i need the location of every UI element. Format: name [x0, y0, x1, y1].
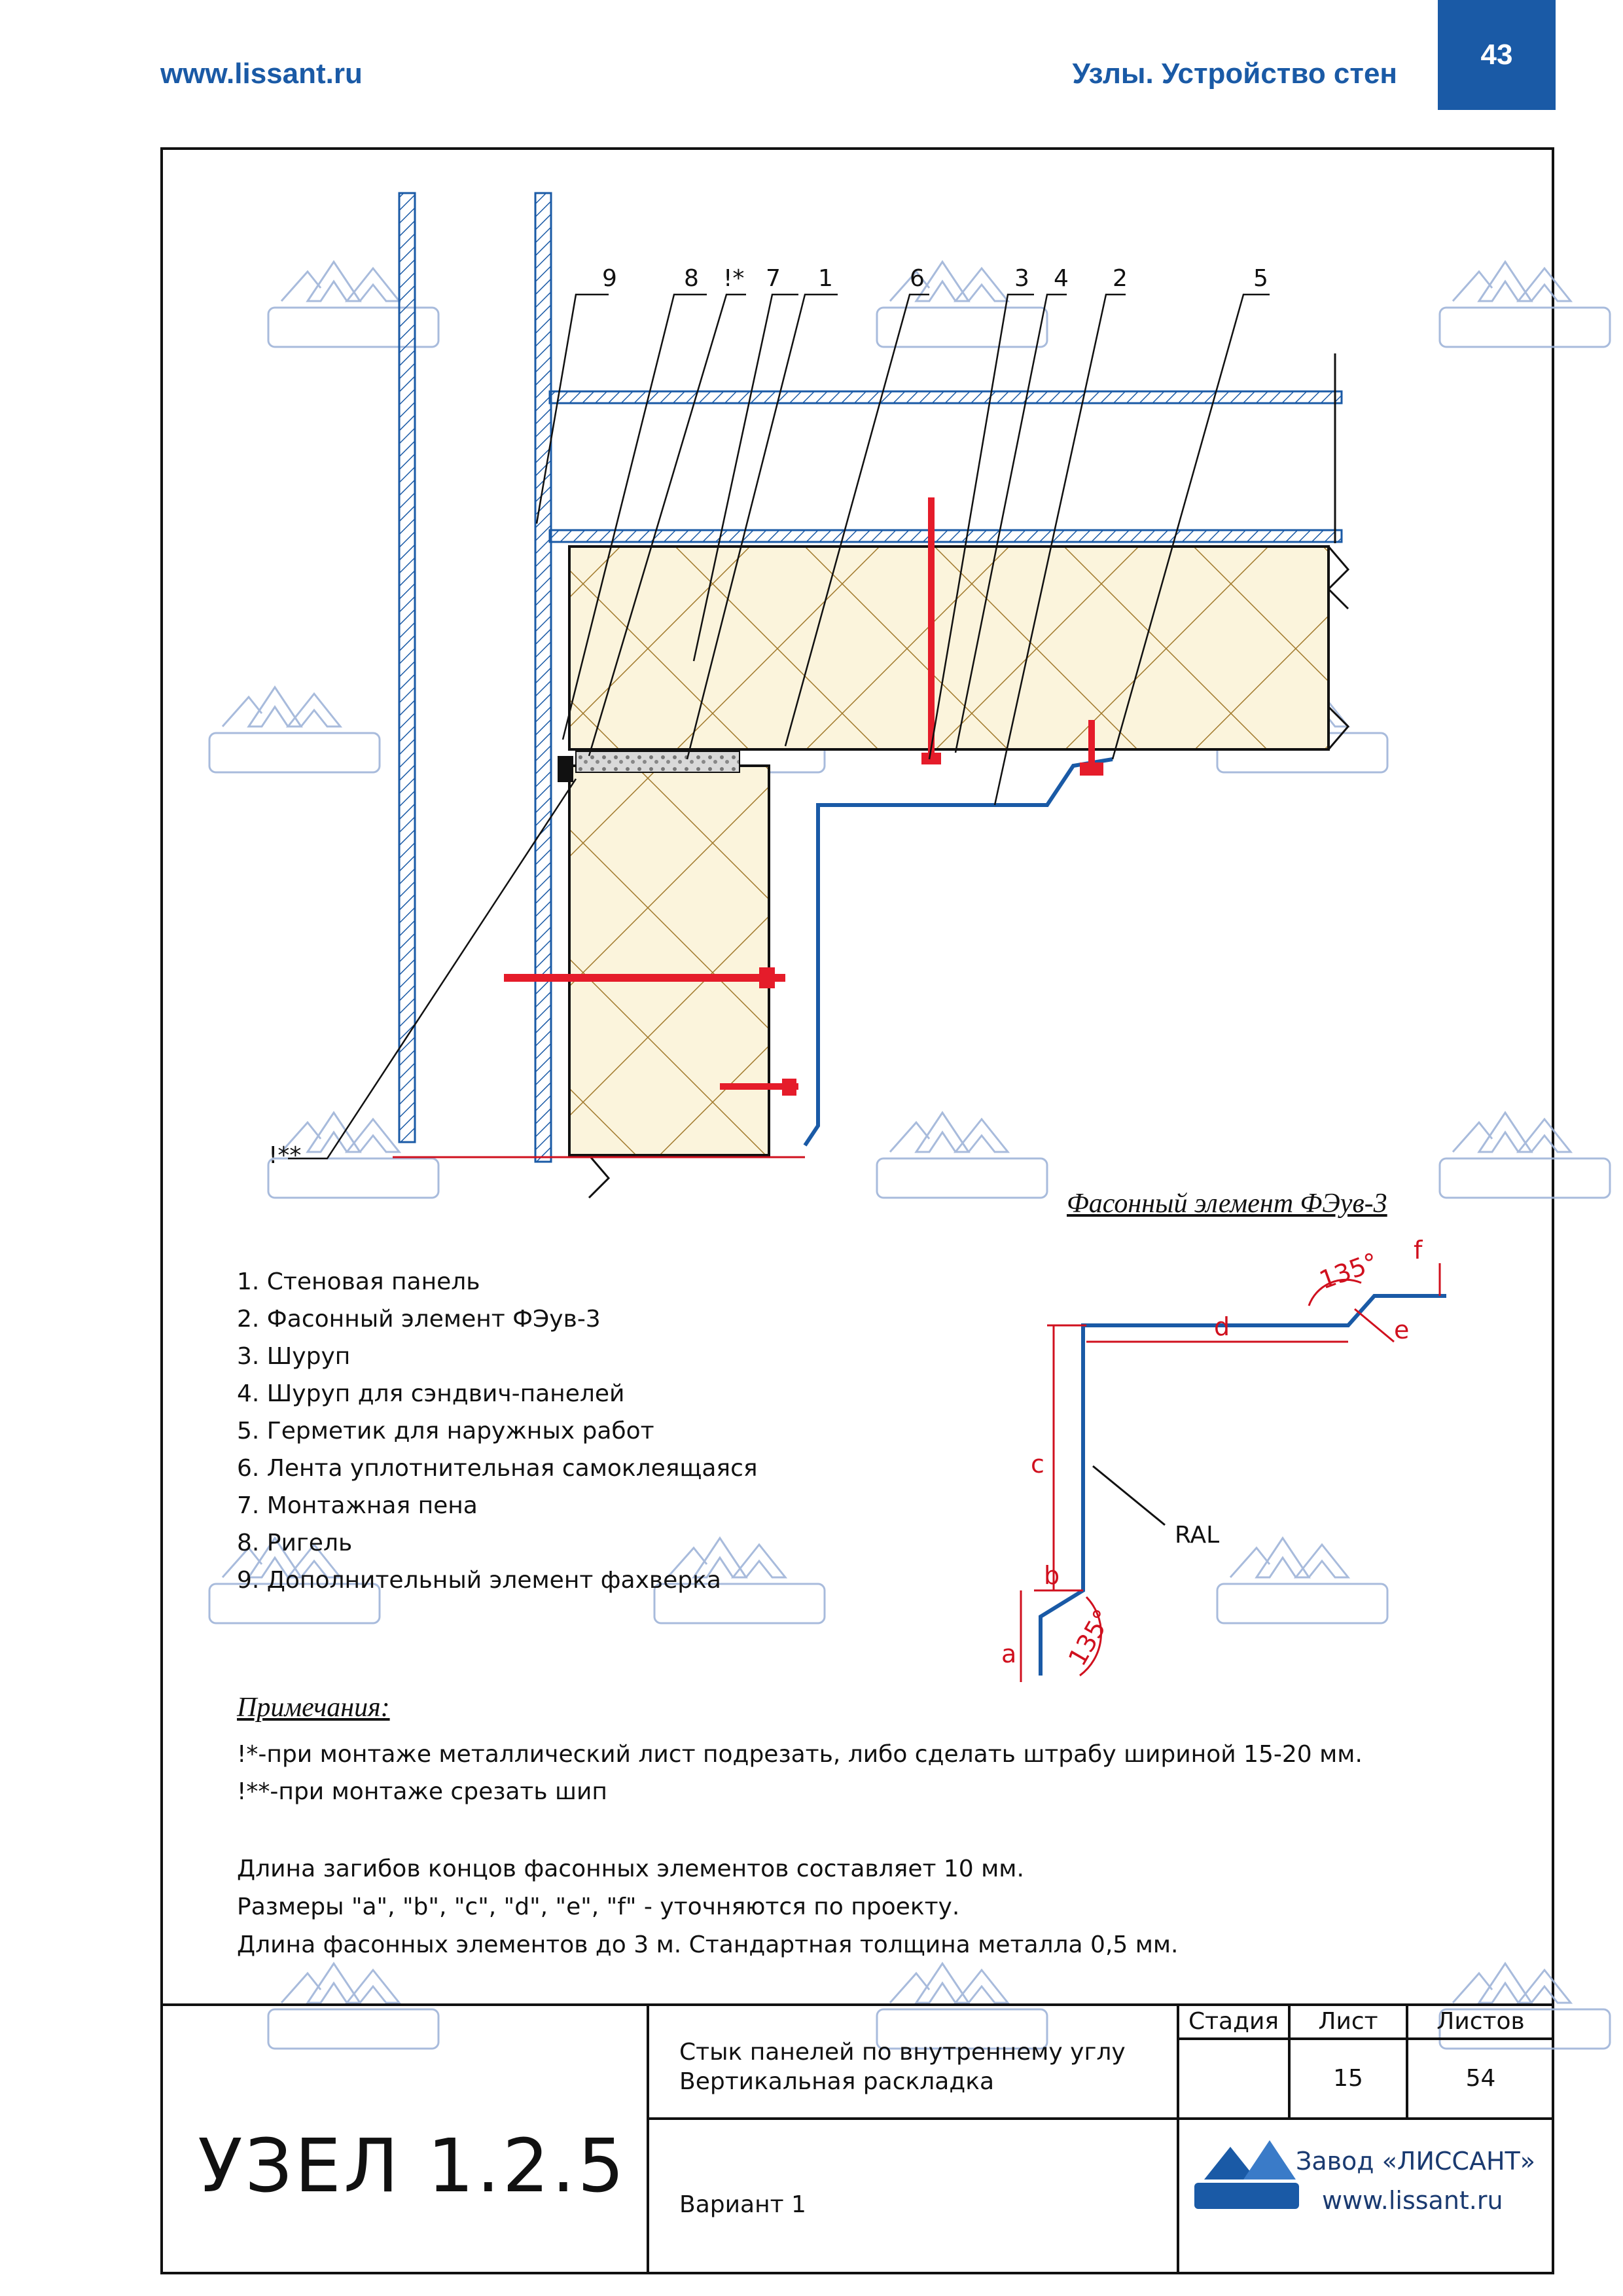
dim-a: a: [1001, 1640, 1017, 1668]
note-line: Длина фасонных элементов до 3 м. Стандартная толщина металла 0,5 мм.: [237, 1931, 1179, 1958]
company-url[interactable]: www.lissant.ru: [1322, 2186, 1503, 2215]
legend-item: 2. Фасонный элемент ФЭув-3: [237, 1306, 601, 1333]
dim-angle-bottom: 135°: [1062, 1604, 1118, 1671]
callout-8: 8: [684, 265, 699, 292]
notes-heading: Примечания:: [237, 1693, 390, 1723]
col-sheet: Лист: [1318, 2008, 1378, 2035]
callout-5: 5: [1253, 265, 1268, 292]
dim-e: e: [1394, 1316, 1410, 1344]
callout-1: 1: [818, 265, 833, 292]
col-stage: Стадия: [1188, 2008, 1279, 2035]
callout-3: 3: [1014, 265, 1029, 292]
note-line: !*-при монтаже металлический лист подрезать, либо сделать штрабу шириной 15-20 мм.: [237, 1741, 1363, 1768]
dim-d: d: [1214, 1312, 1230, 1341]
vertical-column: [399, 193, 551, 1162]
horizontal-sandwich-panel: [569, 547, 1348, 749]
sealant: [558, 756, 573, 782]
note-line: Длина загибов концов фасонных элементов составляет 10 мм.: [237, 1856, 1024, 1882]
node-title: УЗЕЛ 1.2.5: [198, 2124, 627, 2209]
sheet-value: 15: [1333, 2065, 1363, 2092]
dim-f: f: [1414, 1236, 1423, 1265]
company-logo: [1194, 2140, 1299, 2209]
mounting-foam: [576, 751, 740, 772]
callout-6: 6: [910, 265, 925, 292]
legend-item: 6. Лента уплотнительная самоклеящаяся: [237, 1455, 758, 1482]
legend-item: 8. Ригель: [237, 1530, 353, 1556]
page-number: 43: [1438, 0, 1556, 110]
legend: [237, 1263, 758, 1599]
callout-7: 7: [766, 265, 781, 292]
section-title: Узлы. Устройство стен: [1072, 58, 1397, 90]
note-line: Размеры "a", "b", "c", "d", "e", "f" - уточняются по проекту.: [237, 1893, 960, 1920]
callout-2: 2: [1113, 265, 1128, 292]
detail-title: Фасонный элемент ФЭув-3: [1067, 1189, 1387, 1219]
description-line2: Вертикальная раскладка: [679, 2068, 995, 2095]
sheets-value: 54: [1465, 2065, 1496, 2092]
ral-label: RAL: [1175, 1522, 1220, 1549]
description-line1: Стык панелей по внутреннему углу: [679, 2039, 1126, 2066]
callout-9: 9: [602, 265, 617, 292]
site-url[interactable]: www.lissant.ru: [160, 58, 363, 90]
corner-flashing: [805, 759, 1113, 1145]
legend-item: 4. Шуруп для сэндвич-панелей: [237, 1380, 625, 1407]
top-beam: [550, 353, 1342, 543]
col-sheets: Листов: [1436, 2008, 1525, 2035]
legend-item: 7. Монтажная пена: [237, 1492, 478, 1519]
dim-angle-top: 135°: [1315, 1247, 1382, 1295]
legend-item: 3. Шуруп: [237, 1343, 351, 1370]
callout-star2: !**: [268, 1142, 302, 1169]
company-name: Завод «ЛИССАНТ»: [1296, 2147, 1535, 2176]
callout-4: 4: [1054, 265, 1069, 292]
dim-c: c: [1031, 1450, 1044, 1479]
dim-b: b: [1044, 1561, 1060, 1590]
legend-item: 5. Герметик для наружных работ: [237, 1418, 654, 1444]
variant-label: Вариант 1: [679, 2191, 806, 2218]
legend-item: 9. Дополнительный элемент фахверка: [237, 1567, 721, 1594]
legend-item: 1. Стеновая панель: [237, 1268, 480, 1295]
callout-star: !*: [723, 265, 745, 292]
note-line: !**-при монтаже срезать шип: [237, 1778, 607, 1805]
